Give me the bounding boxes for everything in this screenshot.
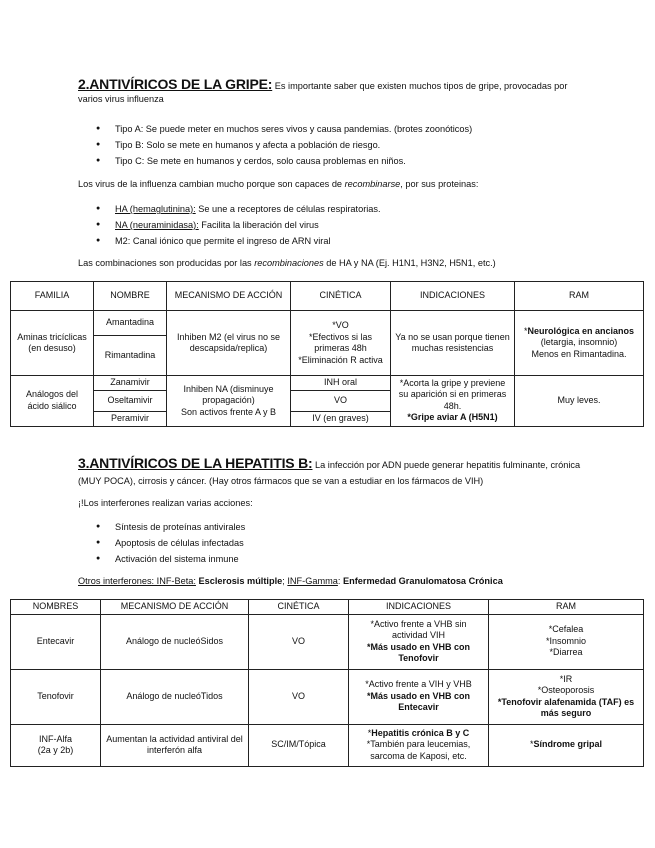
cell-nombre: Rimantadina bbox=[94, 336, 167, 376]
column-header: MECANISMO DE ACCIÓN bbox=[101, 600, 249, 615]
other-interferons bbox=[78, 575, 587, 588]
cell-familia: Análogos del ácido siálico bbox=[11, 376, 94, 427]
cell-mecanismo: Inhiben M2 (el virus no se descapsida/replica) bbox=[167, 311, 291, 376]
list-item bbox=[78, 233, 598, 249]
indication-text: *Activo frente a VIH y VHB bbox=[365, 679, 472, 690]
indication-bold: Hepatitis crónica B y C bbox=[371, 727, 470, 738]
other-bold: Enfermedad Granulomatosa Crónica bbox=[343, 576, 503, 586]
cell-familia: Aminas tricíclicas (en desuso) bbox=[11, 311, 94, 376]
cell-indicaciones bbox=[349, 724, 489, 766]
cell-nombre: Peramivir bbox=[94, 412, 167, 427]
cell-mecanismo: Análogo de nucleóTidos bbox=[101, 669, 249, 724]
table-row bbox=[11, 614, 644, 669]
other-sep: : bbox=[337, 576, 343, 586]
list-item: ● Síntesis de proteínas antivirales bbox=[78, 519, 598, 535]
cell-ram bbox=[489, 669, 644, 724]
cell-nombre: Amantadina bbox=[94, 311, 167, 336]
list-item: ● Apoptosis de células infectadas bbox=[78, 535, 598, 551]
other-bold: Esclerosis múltiple bbox=[195, 576, 283, 586]
table-header-row bbox=[11, 282, 644, 311]
cell-indicaciones: Ya no se usan porque tienen muchas resistencias bbox=[391, 311, 515, 376]
influenza-types-list bbox=[78, 121, 598, 169]
cell-cinetica: VO bbox=[291, 391, 391, 412]
column-header: MECANISMO DE ACCIÓN bbox=[167, 282, 291, 311]
ram-text: *IR *Osteoporosis bbox=[537, 673, 595, 695]
list-item: ● Tipo C: Se mete en humanos y cerdos, solo causa problemas en niños. bbox=[78, 153, 598, 169]
list-item: ● Tipo B: Solo se mete en humanos y afecta a población de riesgo. bbox=[78, 137, 598, 153]
ram-text: (letargia, insomnio) Menos en Rimantadina. bbox=[531, 337, 627, 359]
table-row bbox=[11, 311, 644, 336]
list-item: ● Tipo A: Se puede meter en muchos seres vivos y causa pandemias. (brotes zoonóticos) bbox=[78, 121, 598, 137]
other-label: Otros interferones: INF-Beta: bbox=[78, 576, 196, 586]
section-gripe-intro-text: Es importante saber que existen muchos tipos de gripe, provocadas por varios virus influenza bbox=[78, 81, 568, 104]
cell-nombre: Oseltamivir bbox=[94, 391, 167, 412]
cell-cinetica: SC/IM/Tópica bbox=[249, 724, 349, 766]
indication-text: *También para leucemias, sarcoma de Kaposi, etc. bbox=[366, 739, 471, 761]
indication-bold: *Más usado en VHB con Entecavir bbox=[366, 690, 471, 713]
cell-cinetica: INH oral bbox=[291, 376, 391, 391]
cell-indicaciones bbox=[349, 614, 489, 669]
cell-cinetica: VO bbox=[249, 614, 349, 669]
ram-bold: Síndrome gripal bbox=[533, 739, 603, 750]
paragraph-text: de HA y NA (Ej. H1N1, H3N2, H5N1, etc.) bbox=[323, 258, 496, 268]
paragraph-text: Las combinaciones son producidas por las bbox=[78, 258, 255, 268]
paragraph-text: ¡!Los interferones realizan varias acciones: bbox=[78, 498, 253, 508]
list-item bbox=[78, 201, 598, 217]
ram-prefix: * bbox=[523, 325, 528, 336]
paragraph-italic: recombinaciones bbox=[254, 258, 324, 268]
paragraph-text: Los virus de la influenza cambian mucho porque son capaces de bbox=[78, 179, 345, 189]
section-gripe-title: 2.ANTIVÍRICOS DE LA GRIPE: bbox=[78, 76, 273, 92]
indication-bold: *Gripe aviar A (H5N1) bbox=[407, 412, 498, 423]
hepatitis-drugs-table bbox=[10, 599, 644, 767]
column-header: CINÉTICA bbox=[291, 282, 391, 311]
interferon-paragraph bbox=[78, 497, 587, 510]
column-header: CINÉTICA bbox=[249, 600, 349, 615]
protein-label: HA (hemaglutinina): bbox=[115, 204, 196, 214]
cell-nombre: Tenofovir bbox=[11, 669, 101, 724]
paragraph-italic: recombinarse bbox=[344, 179, 401, 189]
ram-bold: *Tenofovir alafenamida (TAF) es más seguro bbox=[497, 696, 635, 718]
cell-ram bbox=[489, 724, 644, 766]
protein-desc: M2: Canal iónico que permite el ingreso de ARN viral bbox=[115, 236, 331, 246]
column-header: NOMBRE bbox=[94, 282, 167, 311]
protein-label: NA (neuraminidasa): bbox=[115, 220, 199, 230]
column-header: RAM bbox=[489, 600, 644, 615]
ram-prefix: * bbox=[529, 739, 534, 750]
ram-bold: Neurológica en ancianos bbox=[527, 325, 635, 336]
cell-nombre: Entecavir bbox=[11, 614, 101, 669]
cell-indicaciones bbox=[391, 376, 515, 427]
section-gripe-intro bbox=[78, 78, 587, 106]
indication-text: *Acorta la gripe y previene su aparición si en primeras 48h. bbox=[398, 377, 507, 411]
cell-ram: *Cefalea *Insomnio *Diarrea bbox=[489, 614, 644, 669]
proteins-list bbox=[78, 201, 598, 249]
indication-prefix: * bbox=[367, 727, 372, 738]
cell-nombre: INF-Alfa (2a y 2b) bbox=[11, 724, 101, 766]
combinations-paragraph bbox=[78, 257, 587, 270]
cell-ram bbox=[515, 311, 644, 376]
influenza-drugs-table bbox=[10, 281, 644, 427]
protein-desc: Facilita la liberación del virus bbox=[198, 220, 319, 230]
table-row bbox=[11, 669, 644, 724]
table-header-row bbox=[11, 600, 644, 615]
table-row bbox=[11, 724, 644, 766]
cell-nombre: Zanamivir bbox=[94, 376, 167, 391]
column-header: INDICACIONES bbox=[391, 282, 515, 311]
other-sep: ; bbox=[282, 576, 288, 586]
indication-bold: *Más usado en VHB con Tenofovir bbox=[366, 641, 471, 663]
cell-cinetica: *VO *Efectivos si las primeras 48h *Eliminación R activa bbox=[291, 311, 391, 376]
column-header: RAM bbox=[515, 282, 644, 311]
interferon-actions-list bbox=[78, 519, 598, 567]
section-hepatitis-intro-text: La infección por ADN puede generar hepatitis fulminante, crónica (MUY POCA), cirrosis y cáncer. (Hay otros fármacos que se van a estudiar en los fármacos de VIH) bbox=[78, 460, 581, 486]
section-hepatitis-title: 3.ANTIVÍRICOS DE LA HEPATITIS B: bbox=[78, 455, 313, 471]
list-item bbox=[78, 217, 598, 233]
cell-cinetica: VO bbox=[249, 669, 349, 724]
cell-indicaciones bbox=[349, 669, 489, 724]
column-header: NOMBRES bbox=[11, 600, 101, 615]
cell-mecanismo: Inhiben NA (disminuye propagación) Son activos frente A y B bbox=[167, 376, 291, 427]
cell-mecanismo: Aumentan la actividad antiviral del interferón alfa bbox=[101, 724, 249, 766]
column-header: INDICACIONES bbox=[349, 600, 489, 615]
recombination-paragraph bbox=[78, 178, 587, 191]
table-row bbox=[11, 376, 644, 391]
indication-text: *Activo frente a VHB sin actividad VIH bbox=[370, 618, 467, 640]
protein-desc: Se une a receptores de células respiratorias. bbox=[195, 204, 381, 214]
cell-mecanismo: Análogo de nucleóSidos bbox=[101, 614, 249, 669]
paragraph-text: , por sus proteinas: bbox=[400, 179, 479, 189]
cell-ram: Muy leves. bbox=[515, 376, 644, 427]
cell-cinetica: IV (en graves) bbox=[291, 412, 391, 427]
section-hepatitis-intro bbox=[78, 455, 587, 489]
other-label: INF-Gamma bbox=[287, 576, 338, 586]
column-header: FAMILIA bbox=[11, 282, 94, 311]
list-item: ● Activación del sistema inmune bbox=[78, 551, 598, 567]
